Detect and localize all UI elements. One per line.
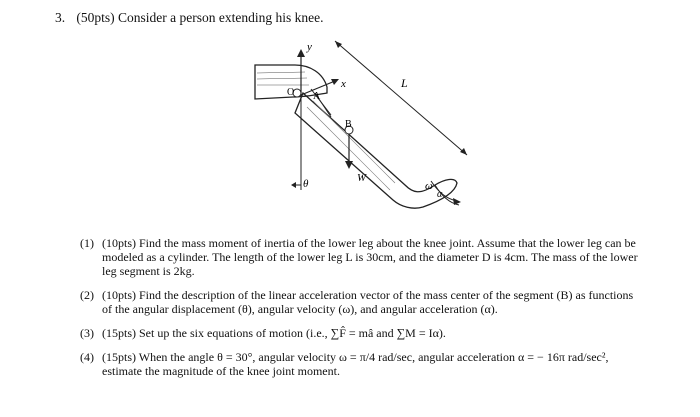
theta-label: θ [303, 178, 309, 190]
part-text: (15pts) When the angle θ = 30°, angular velocity ω = π/4 rad/sec, angular acceleration α = − 16π rad/sec², estimate the magnitude of the knee joint moment. [102, 350, 609, 378]
point-a-label: A [313, 91, 321, 102]
part-2 [80, 288, 640, 316]
omega-label: ω [425, 180, 433, 192]
part-text: (10pts) Find the mass moment of inertia of the lower leg about the knee joint. Assume that the lower leg can be modeled as a cylinder. The length of the lower leg L is 30cm, and the diameter D is 4cm. The mass of the lower leg segment is 2kg. [102, 236, 638, 278]
part-1 [80, 236, 640, 278]
y-axis-label: y [307, 41, 312, 53]
part-4 [80, 350, 640, 378]
x-axis-label: x [341, 78, 346, 90]
knee-diagram [235, 35, 485, 220]
weight-arrowhead [345, 161, 353, 169]
part-3 [80, 326, 640, 340]
knee-extension-figure [235, 35, 485, 220]
point-o-label: O [287, 87, 295, 98]
leg-shading [313, 101, 395, 183]
part-number: (1) [80, 236, 94, 250]
weight-label: W [357, 172, 367, 184]
omega-arrowhead [453, 198, 461, 205]
y-axis-arrowhead [297, 49, 305, 57]
question-parts [80, 236, 640, 388]
theta-arrowhead [291, 182, 296, 188]
question-header [55, 10, 323, 26]
point-b-label: B [345, 119, 352, 130]
length-arrowhead-bottom [460, 148, 467, 155]
length-arrowhead-top [335, 41, 342, 48]
part-text: (15pts) Set up the six equations of motion (i.e., ∑F̂ = mâ and ∑M = Iα). [102, 326, 446, 340]
thigh-shading [257, 78, 307, 79]
question-number: 3. [55, 10, 66, 25]
part-text: (10pts) Find the description of the linear acceleration vector of the mass center of the segment (B) as functions of the angular displacement (θ), angular velocity (ω), and angular acceleration (α). [102, 288, 634, 316]
part-number: (4) [80, 350, 94, 364]
length-dimension-line [335, 41, 467, 155]
part-number: (2) [80, 288, 94, 302]
alpha-label: α [437, 189, 443, 200]
length-label: L [401, 76, 408, 90]
question-title: (50pts) Consider a person extending his knee. [76, 10, 324, 25]
part-number: (3) [80, 326, 94, 340]
thigh-shading [257, 72, 305, 73]
